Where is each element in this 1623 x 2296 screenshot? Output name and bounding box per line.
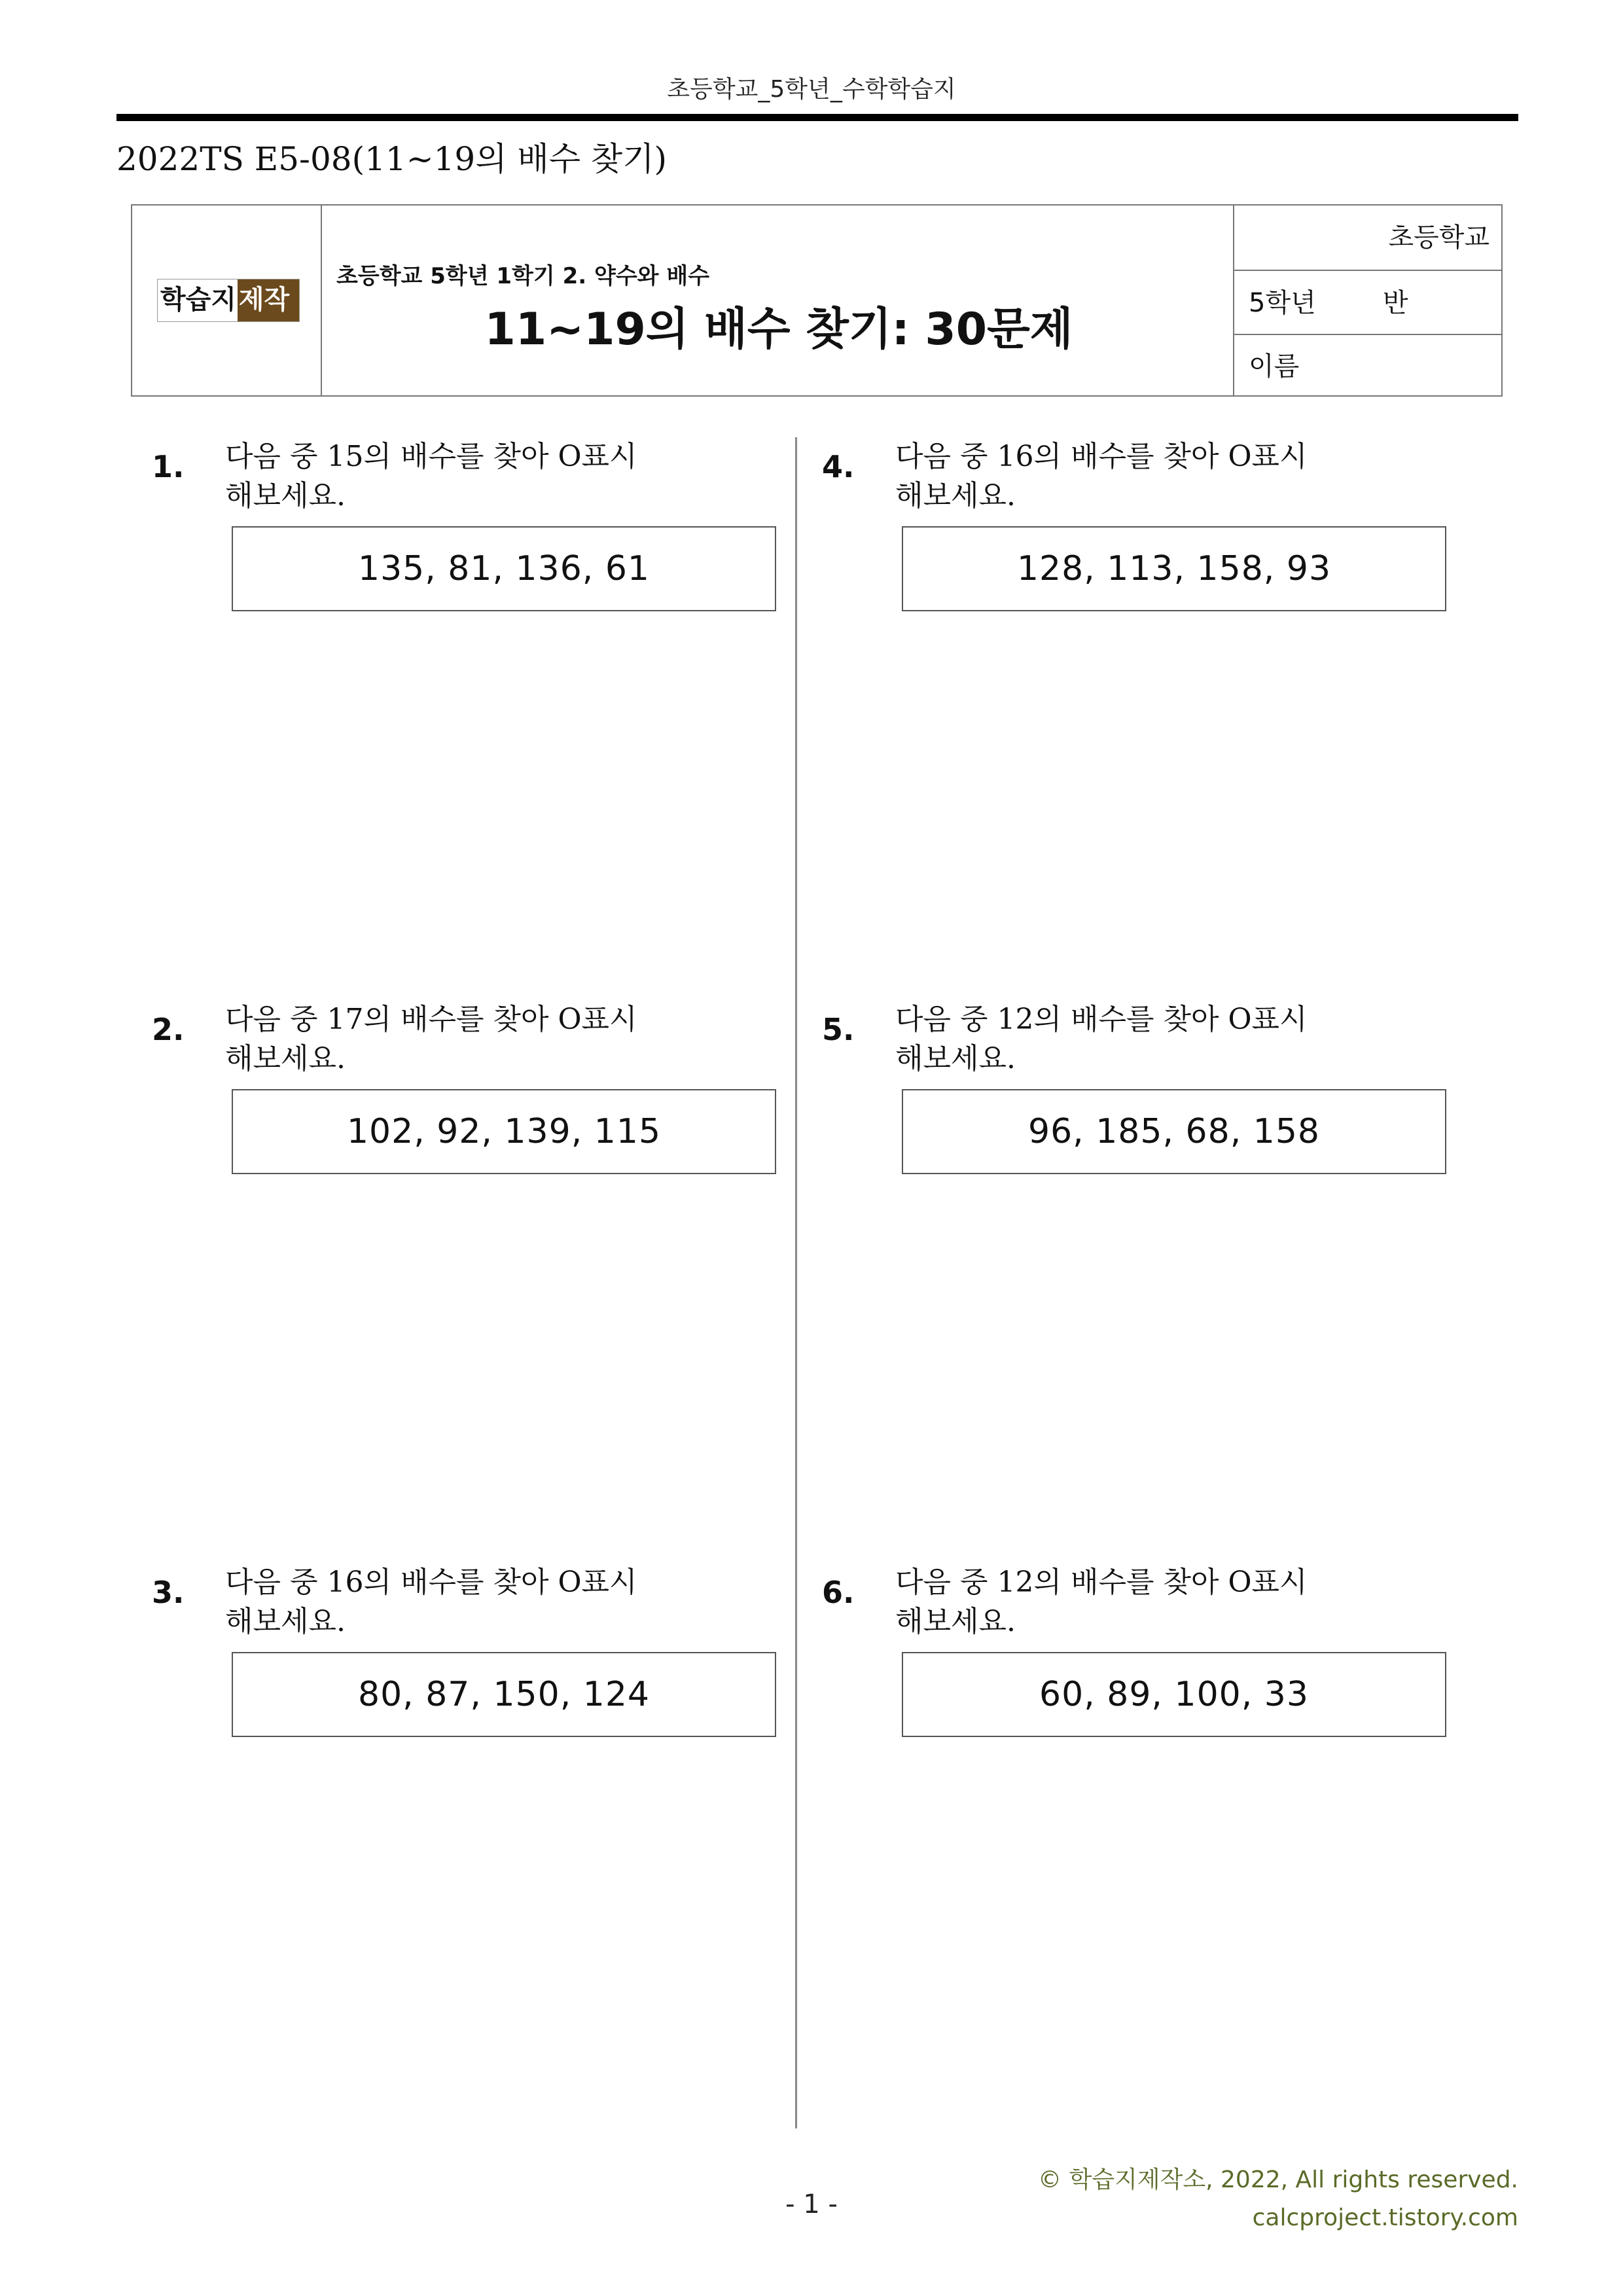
problem-number: 3. [152,1575,185,1610]
choices-box[interactable]: 135, 81, 136, 61 [232,526,776,611]
choices-box[interactable]: 60, 89, 100, 33 [902,1652,1446,1737]
grade-label: 5학년 [1249,288,1316,318]
header-divider-left [321,206,322,395]
problem-text-line1: 다음 중 12의 배수를 찾아 O표시 [895,1566,1308,1599]
problem-text-line2: 해보세요. [225,1605,346,1638]
problem-text [895,1000,1406,1079]
class-label: 반 [1383,288,1408,318]
school-label: 초등학교 [1388,223,1489,253]
problem-number: 5. [822,1012,855,1047]
document-code: 2022TS E5-08(11~19의 배수 찾기) [116,140,668,178]
school-field [1234,206,1503,270]
choices-box[interactable]: 102, 92, 139, 115 [232,1089,776,1174]
choices-box[interactable]: 128, 113, 158, 93 [902,526,1446,611]
problem-number: 6. [822,1575,855,1610]
problem-text-line1: 다음 중 12의 배수를 찾아 O표시 [895,1003,1308,1036]
problem-text-line2: 해보세요. [225,479,346,512]
problem-text-line1: 다음 중 15의 배수를 찾아 O표시 [225,440,637,473]
course-line: 초등학교 5학년 1학기 2. 약수와 배수 [336,263,710,289]
logo-text-part1: 학습지 [158,279,238,321]
top-rule [116,114,1518,121]
choices-box[interactable]: 96, 185, 68, 158 [902,1089,1446,1174]
problem-text-line2: 해보세요. [895,1042,1016,1075]
problem-number: 2. [152,1012,185,1047]
copyright-text: © 학습지제작소, 2022, All rights reserved. [1038,2166,1518,2193]
logo-text-part2: 제작소 [238,279,299,321]
problem-text-line1: 다음 중 16의 배수를 찾아 O표시 [225,1566,637,1599]
page-number: - 1 - [785,2189,838,2219]
problem-text-line2: 해보세요. [225,1042,346,1075]
site-link[interactable]: calcproject.tistory.com [1252,2204,1518,2231]
problem-text [225,1563,736,1641]
problem-number: 1. [152,449,185,484]
problem-text [225,1000,736,1079]
worksheet-header [131,204,1503,397]
worksheet-title: 11~19의 배수 찾기: 30문제 [484,304,1073,355]
running-header: 초등학교_5학년_수학학습지 [667,76,956,103]
name-field [1234,334,1503,397]
problem-text-line2: 해보세요. [895,479,1016,512]
problem-text [895,437,1406,516]
column-divider [795,437,797,2128]
problem-number: 4. [822,449,855,484]
problem-text-line2: 해보세요. [895,1605,1016,1638]
problem-text [895,1563,1406,1641]
problem-text-line1: 다음 중 16의 배수를 찾아 O표시 [895,440,1308,473]
problem-text [225,437,736,516]
brand-logo [157,279,300,355]
name-label: 이름 [1249,351,1300,382]
choices-box[interactable]: 80, 87, 150, 124 [232,1652,776,1737]
grade-class-field [1234,270,1503,334]
problem-text-line1: 다음 중 17의 배수를 찾아 O표시 [225,1003,637,1036]
